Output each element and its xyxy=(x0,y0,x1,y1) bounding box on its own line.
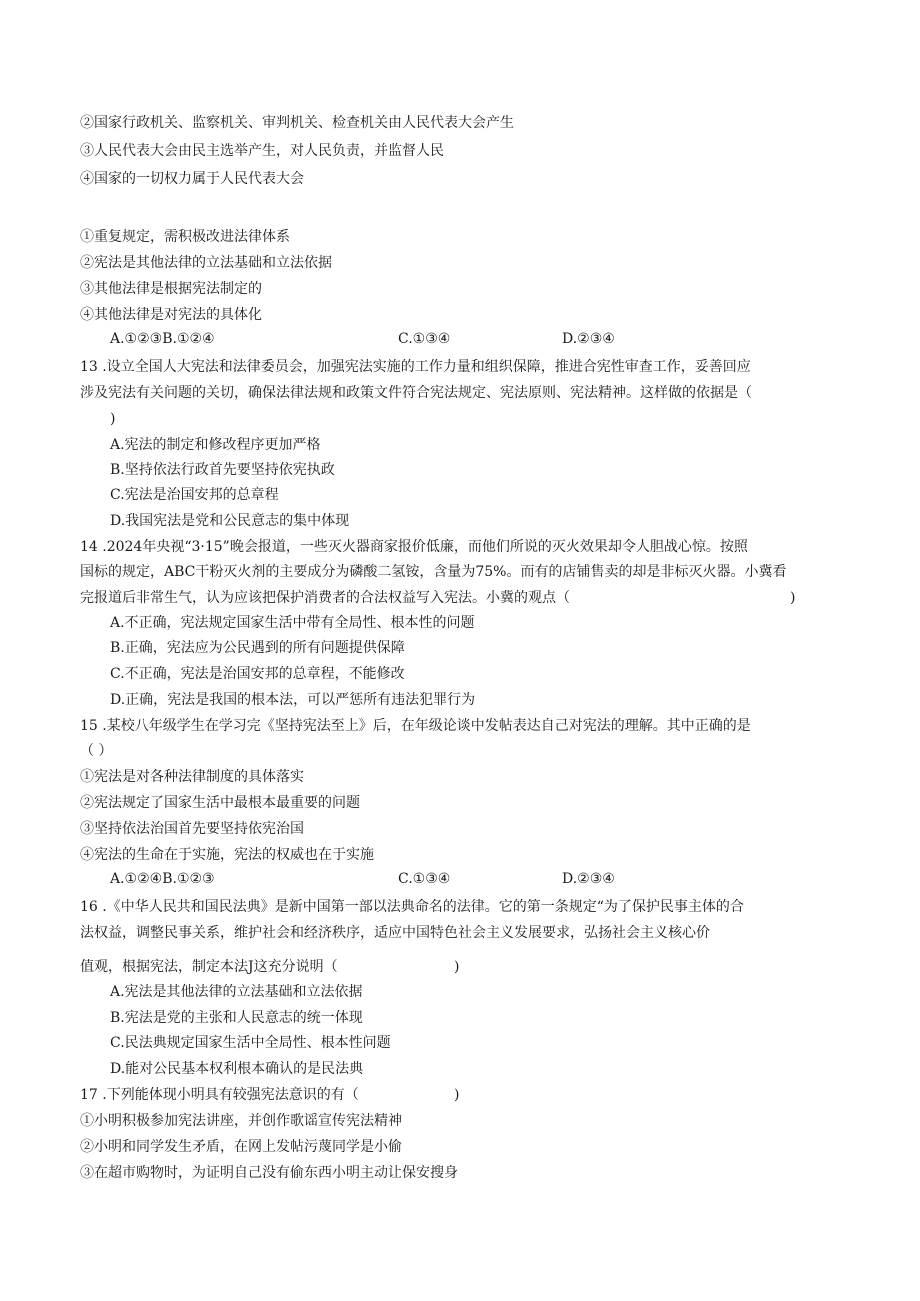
question-16-text: 值观，根据宪法，制定本法J这充分说明（ xyxy=(80,959,338,975)
statement-1: ①重复规定，需积极改进法律体系 xyxy=(80,229,290,245)
question-17-text: 17 .下列能体现小明具有较强宪法意识的有（ xyxy=(80,1087,359,1103)
option-c: C.民法典规定国家生活中全局性、根本性问题 xyxy=(110,1035,391,1051)
question-16-text: 法权益，调整民事关系，维护社会和经济秩序，适应中国特色社会主义发展要求，弘扬社会主义核心价 xyxy=(80,925,710,941)
option-b: B.宪法是党的主张和人民意志的统一体现 xyxy=(110,1010,363,1026)
statement-4: ④其他法律是对宪法的具体化 xyxy=(80,307,262,323)
statement-4: ④宪法的生命在于实施，宪法的权威也在于实施 xyxy=(80,847,374,863)
statement-2: ②小明和同学发生矛盾，在网上发帖污蔑同学是小偷 xyxy=(80,1139,402,1155)
option-c: C.不正确，宪法是治国安邦的总章程，不能修改 xyxy=(110,666,405,682)
question-14-text: 国标的规定，ABC干粉灭火剂的主要成分为磷酸二氢铵，含量为75%。而有的店铺售卖的却是非标灭火器。小冀看 xyxy=(80,564,787,580)
answer-paren: ) xyxy=(110,411,116,427)
option-d: D.②③④ xyxy=(562,331,615,347)
statement-3: ③其他法律是根据宪法制定的 xyxy=(80,281,262,297)
question-14-text: 完报道后非常生气，认为应该把保护消费者的合法权益写入宪法。小冀的观点（ xyxy=(80,590,570,606)
option-a: A.宪法是其他法律的立法基础和立法依据 xyxy=(110,984,363,1000)
question-13-text: 13 .设立全国人大宪法和法律委员会，加强宪法实施的工作力量和组织保障，推进合宪性审查工作，妥善回应 xyxy=(80,359,751,375)
statement-2: ②宪法规定了国家生活中最根本最重要的问题 xyxy=(80,795,360,811)
statement-3: ③坚持依法治国首先要坚持依宪治国 xyxy=(80,821,304,837)
answer-paren: ) xyxy=(790,590,796,606)
option-a: A.不正确，宪法规定国家生活中带有全局性、根本性的问题 xyxy=(110,615,475,631)
option-c: C.①③④ xyxy=(398,871,451,887)
option-a: A.宪法的制定和修改程序更加严格 xyxy=(110,437,321,453)
statement-2: ②宪法是其他法律的立法基础和立法依据 xyxy=(80,255,332,271)
question-14-text: 14 .2024年央视“3·15”晚会报道，一些灭火器商家报价低廉，而他们所说的灭火效果却令人胆战心惊。按照 xyxy=(80,539,748,555)
statement-4: ④国家的一切权力属于人民代表大会 xyxy=(80,171,304,187)
question-13-text: 涉及宪法有关问题的关切，确保法律法规和政策文件符合宪法规定、宪法原则、宪法精神。这样做的依据是（ xyxy=(80,385,752,401)
option-ab: A.①②④B.①②③ xyxy=(110,871,215,887)
option-ab: A.①②③B.①②④ xyxy=(110,331,215,347)
answer-paren: （ ） xyxy=(80,743,113,759)
answer-paren: ) xyxy=(454,959,460,975)
question-15-text: 15 .某校八年级学生在学习完《坚持宪法至上》后，在年级论谈中发帖表达自己对宪法的理解。其中正确的是 xyxy=(80,718,751,734)
option-b: B.正确，宪法应为公民遇到的所有问题提供保障 xyxy=(110,640,405,656)
statement-2: ②国家行政机关、监察机关、审判机关、检查机关由人民代表大会产生 xyxy=(80,115,514,131)
statement-1: ①小明积极参加宪法讲座，并创作歌谣宣传宪法精神 xyxy=(80,1113,402,1129)
answer-paren: ) xyxy=(454,1087,460,1103)
statement-1: ①宪法是对各种法律制度的具体落实 xyxy=(80,769,304,785)
question-16-text: 16 .《中华人民共和国民法典》是新中国第一部以法典命名的法律。它的第一条规定“为了保护民事主体的合 xyxy=(80,899,744,915)
option-d: D.能对公民基本权利根本确认的是民法典 xyxy=(110,1061,364,1077)
option-b: B.坚持依法行政首先要坚持依宪执政 xyxy=(110,462,335,478)
option-d: D.我国宪法是党和公民意志的集中体现 xyxy=(110,513,350,529)
option-d: D.②③④ xyxy=(562,871,615,887)
statement-3: ③在超市购物时，为证明自己没有偷东西小明主动让保安搜身 xyxy=(80,1165,458,1181)
option-c: C.①③④ xyxy=(398,331,451,347)
option-c: C.宪法是治国安邦的总章程 xyxy=(110,487,279,503)
statement-3: ③人民代表大会由民主选举产生，对人民负责，并监督人民 xyxy=(80,143,444,159)
option-d: D.正确，宪法是我国的根本法，可以严惩所有违法犯罪行为 xyxy=(110,692,476,708)
